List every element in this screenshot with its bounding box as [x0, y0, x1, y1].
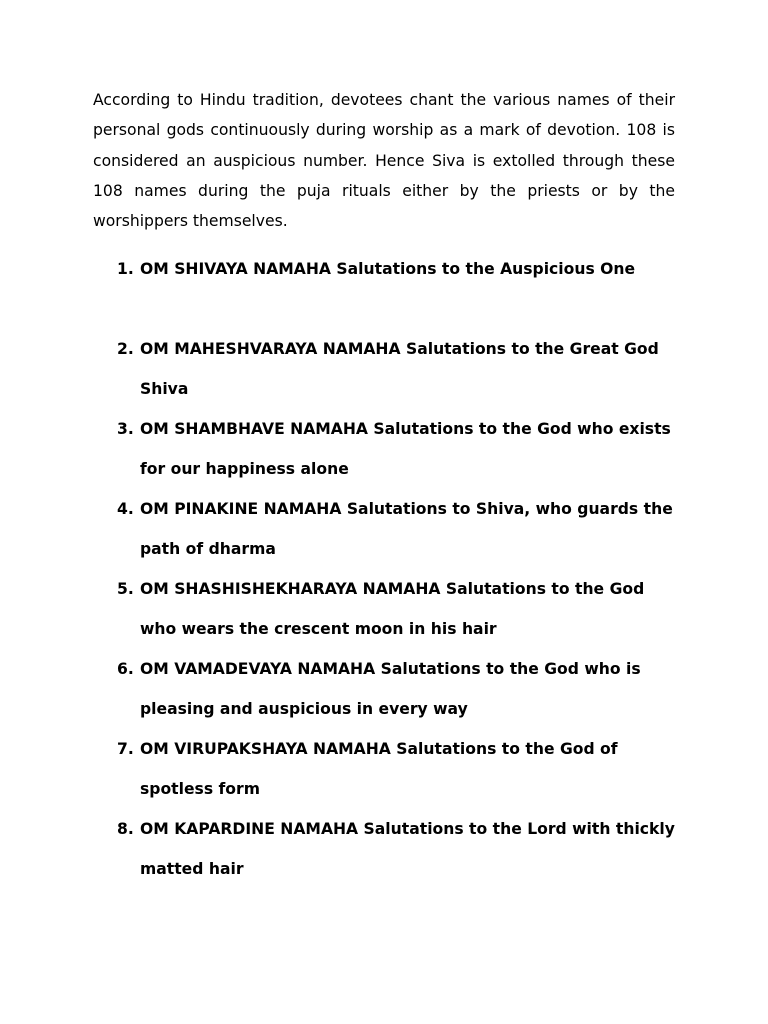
list-item-text: OM VIRUPAKSHAYA NAMAHA Salutations to the God of spotless form [140, 740, 618, 798]
list-item [117, 249, 687, 329]
list-item [117, 409, 687, 489]
list-item-number: 2. [117, 340, 134, 358]
names-list [117, 249, 687, 889]
list-item-number: 5. [117, 580, 134, 598]
intro-paragraph: According to Hindu tradition, devotees chant the various names of their personal gods continuously during worship as a mark of devotion. 108 is considered an auspicious number. Hence Siva is extolled through these 108 names during the puja rituals either by the priests or by the worshippers themselves. [93, 91, 675, 231]
list-item-text: OM SHASHISHEKHARAYA NAMAHA Salutations to the God who wears the crescent moon in his hair [140, 580, 645, 638]
list-item-number: 1. [117, 260, 134, 278]
list-item [117, 329, 687, 409]
list-item [117, 489, 687, 569]
list-item [117, 809, 687, 889]
list-item-text: OM SHAMBHAVE NAMAHA Salutations to the God who exists for our happiness alone [140, 420, 671, 478]
list-item-text: OM VAMADEVAYA NAMAHA Salutations to the God who is pleasing and auspicious in every way [140, 660, 641, 718]
list-item-text: OM KAPARDINE NAMAHA Salutations to the Lord with thickly matted hair [140, 820, 675, 878]
list-item-number: 6. [117, 660, 134, 678]
list-item-number: 8. [117, 820, 134, 838]
list-item-text: OM SHIVAYA NAMAHA Salutations to the Auspicious One [140, 260, 636, 278]
list-item [117, 729, 687, 809]
list-item [117, 569, 687, 649]
list-item-number: 7. [117, 740, 134, 758]
list-item-number: 3. [117, 420, 134, 438]
list-item-text: OM MAHESHVARAYA NAMAHA Salutations to the Great God Shiva [140, 340, 659, 398]
list-item [117, 649, 687, 729]
list-item-text: OM PINAKINE NAMAHA Salutations to Shiva, who guards the path of dharma [140, 500, 673, 558]
list-item-number: 4. [117, 500, 134, 518]
